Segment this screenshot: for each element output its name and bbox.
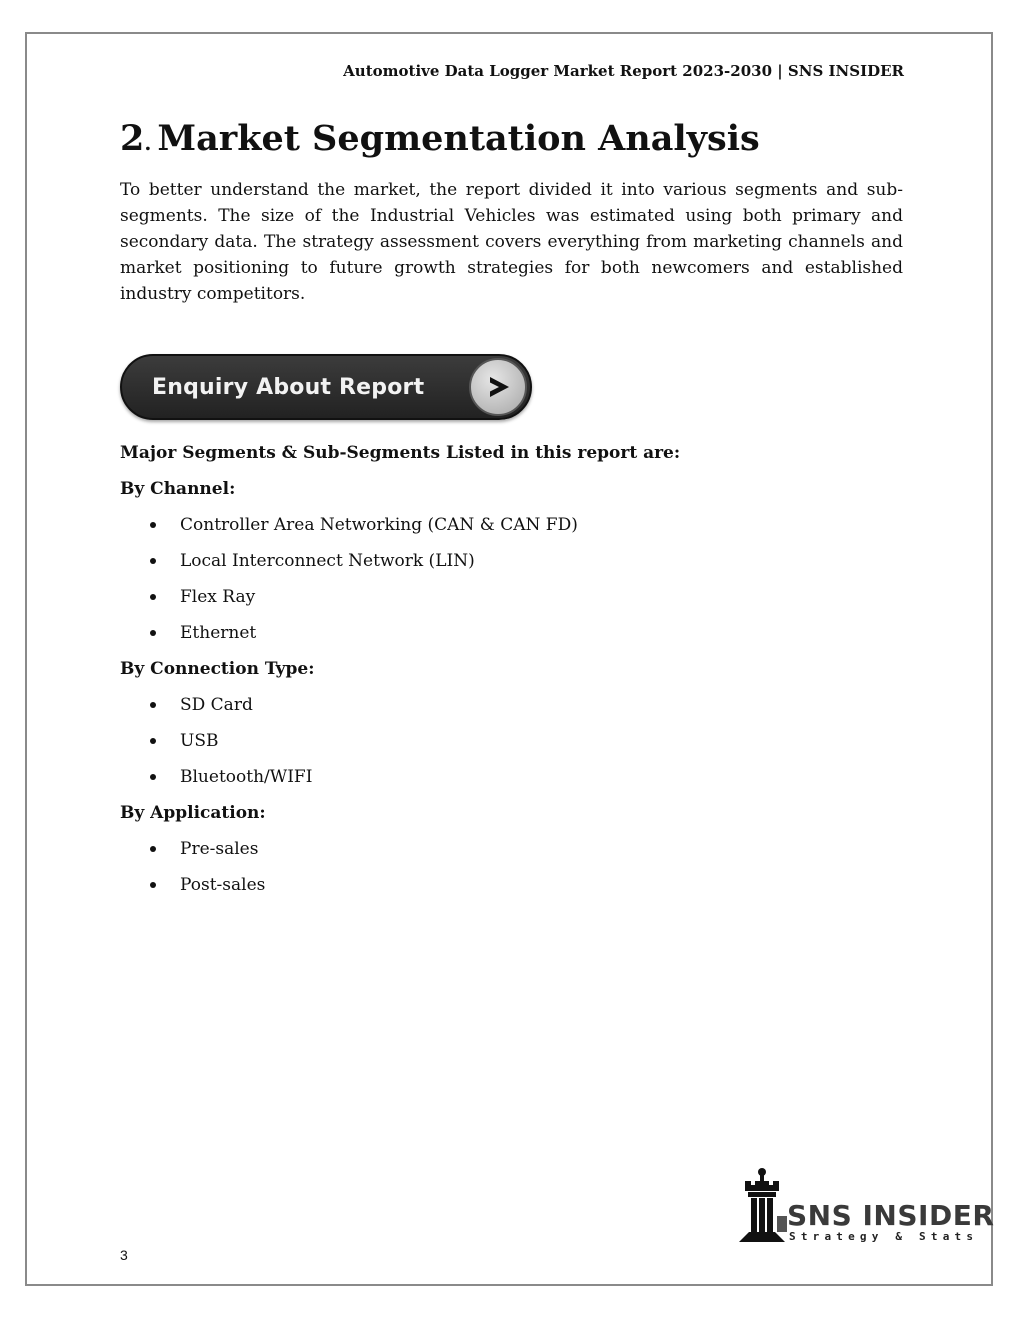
list-item-text: Bluetooth/WIFI bbox=[180, 767, 313, 787]
list-item bbox=[120, 507, 578, 543]
section-title bbox=[120, 118, 760, 159]
section-title-text: Market Segmentation Analysis bbox=[157, 118, 760, 159]
list-item-text: USB bbox=[180, 731, 219, 751]
running-header: Automotive Data Logger Market Report 2023-2030 | SNS INSIDER bbox=[343, 62, 904, 80]
list-item bbox=[120, 615, 578, 651]
group-title-connection-type: By Connection Type: bbox=[120, 659, 315, 679]
list-item-text: Post-sales bbox=[180, 875, 266, 895]
bullet-icon bbox=[150, 774, 156, 780]
list-item-text: Local Interconnect Network (LIN) bbox=[180, 551, 475, 571]
list-item bbox=[120, 759, 312, 795]
intro-paragraph: To better understand the market, the report divided it into various segments and sub-segments. The size of the Industrial Vehicles was estimated using both primary and secondary data. The strategy assessment covers everything from marketing channels and market positioning to future growth strategies for both newcomers and established industry competitors. bbox=[120, 180, 903, 304]
bullet-icon bbox=[150, 630, 156, 636]
connection-type-list bbox=[120, 687, 312, 795]
list-item bbox=[120, 867, 265, 903]
logo-name: SNS INSIDER bbox=[787, 1199, 995, 1232]
list-item-text: SD Card bbox=[180, 695, 253, 715]
application-list bbox=[120, 831, 265, 903]
section-number: 2 bbox=[120, 118, 145, 159]
list-item-text: Ethernet bbox=[180, 623, 257, 643]
list-item bbox=[120, 579, 578, 615]
list-item bbox=[120, 831, 265, 867]
bullet-icon bbox=[150, 558, 156, 564]
bullet-icon bbox=[150, 522, 156, 528]
bullet-icon bbox=[150, 882, 156, 888]
list-item bbox=[120, 543, 578, 579]
list-item-text: Flex Ray bbox=[180, 587, 256, 607]
channel-list bbox=[120, 507, 578, 651]
bullet-icon bbox=[150, 702, 156, 708]
list-item bbox=[120, 723, 312, 759]
list-item-text: Controller Area Networking (CAN & CAN FD) bbox=[180, 515, 578, 535]
group-title-application: By Application: bbox=[120, 803, 266, 823]
bullet-icon bbox=[150, 738, 156, 744]
enquiry-button-label: Enquiry About Report bbox=[152, 375, 425, 400]
bullet-icon bbox=[150, 594, 156, 600]
logo-tagline: Strategy & Stats bbox=[789, 1230, 979, 1243]
section-number-dot: . bbox=[144, 131, 152, 155]
list-item-text: Pre-sales bbox=[180, 839, 259, 859]
list-item bbox=[120, 687, 312, 723]
sns-insider-logo bbox=[735, 1166, 995, 1246]
chess-king-icon bbox=[735, 1166, 789, 1246]
bullet-icon bbox=[150, 846, 156, 852]
segments-heading: Major Segments & Sub-Segments Listed in this report are: bbox=[120, 443, 681, 463]
enquiry-about-report-button[interactable] bbox=[120, 354, 532, 420]
chevron-right-icon bbox=[469, 358, 527, 416]
page-number: 3 bbox=[120, 1247, 128, 1263]
group-title-channel: By Channel: bbox=[120, 479, 236, 499]
